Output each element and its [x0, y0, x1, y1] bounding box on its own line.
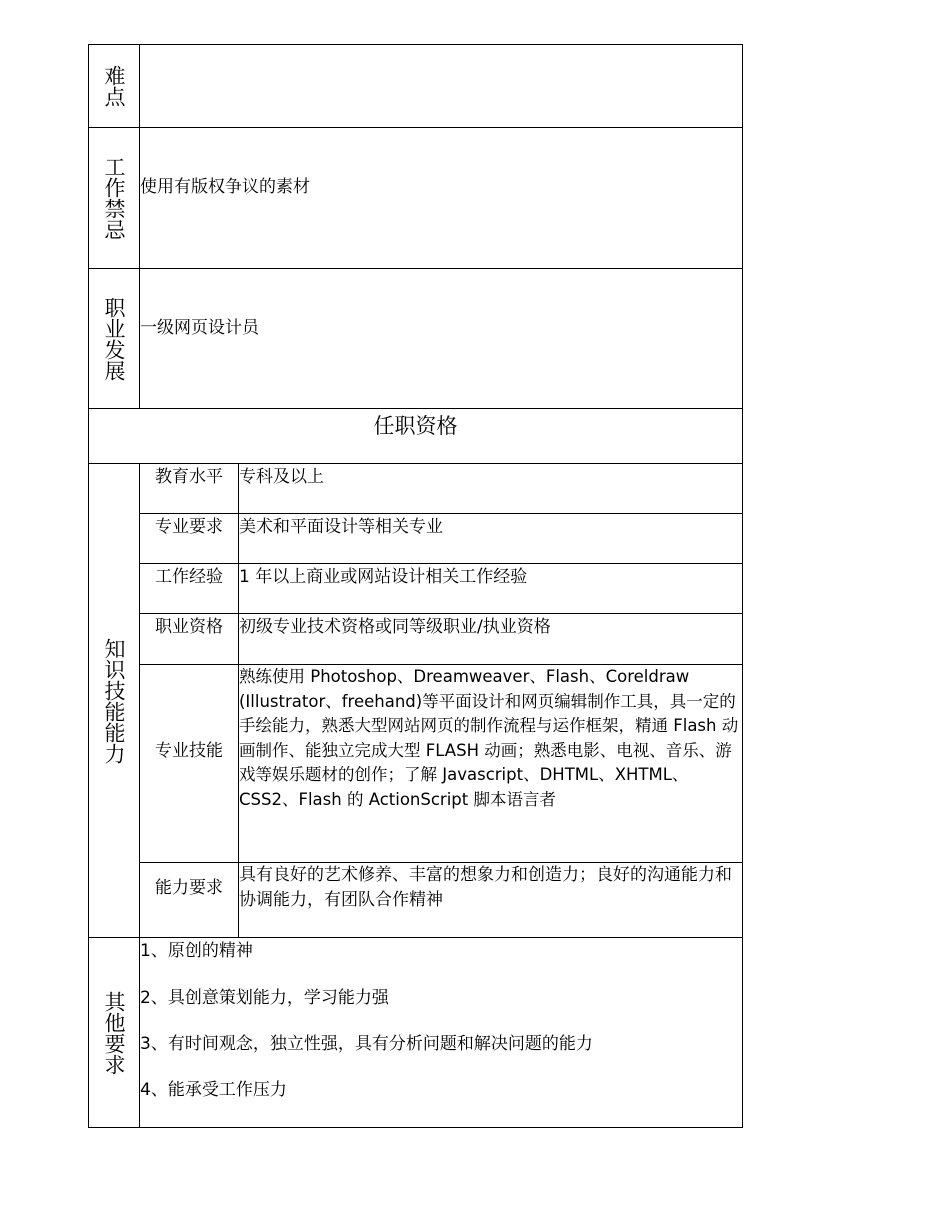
qualification-title: 任职资格 — [373, 414, 458, 438]
subrow-divider — [139, 613, 743, 614]
item-value: 具有良好的艺术修养、丰富的想象力和创造力；良好的沟通能力和协调能力，有团队合作精神 — [239, 865, 732, 910]
item-name: 专业要求 — [155, 517, 223, 537]
subrow-divider — [139, 513, 743, 514]
difficulty-label: 难点 — [102, 64, 126, 107]
item-name: 能力要求 — [155, 878, 223, 898]
other-line: 1、原创的精神 — [140, 941, 253, 961]
item-value: 初级专业技术资格或同等级职业/执业资格 — [239, 617, 551, 637]
career-label: 职业发展 — [102, 296, 126, 381]
item-name: 职业资格 — [155, 617, 223, 637]
item-value: 1 年以上商业或网站设计相关工作经验 — [239, 567, 528, 587]
item-name: 工作经验 — [155, 567, 223, 587]
subrow-divider — [139, 563, 743, 564]
row-divider — [88, 127, 743, 128]
column-divider — [139, 463, 140, 1128]
item-value: 熟练使用 Photoshop、Dreamweaver、Flash、Coreldraw (Illustrator、freehand)等平面设计和网页编辑制作工具，具一定的手绘能力，熟悉大型网站网页的制作流程与运作框架，精通 Flash 动画制作、能独立完成大型 FLASH 动画；熟悉电影、电视、音乐、游戏等娱乐题材的创作；了解 Javascript、DHTML、XHTML、CSS2、Flash 的 ActionScript 脚本语言者 — [239, 667, 739, 809]
other-line: 3、有时间观念，独立性强，具有分析问题和解决问题的能力 — [140, 1034, 593, 1054]
item-name: 专业技能 — [155, 741, 223, 761]
item-name: 教育水平 — [155, 467, 223, 487]
other-label: 其他要求 — [102, 991, 126, 1075]
column-divider — [139, 44, 140, 408]
qualification-group-label: 知识技能能力 — [102, 637, 126, 764]
career-content: 一级网页设计员 — [140, 318, 259, 338]
prohibitions-content: 使用有版权争议的素材 — [140, 177, 310, 197]
other-line: 2、具创意策划能力，学习能力强 — [140, 988, 389, 1008]
row-divider — [88, 463, 743, 464]
prohibitions-label: 工作禁忌 — [102, 156, 126, 240]
other-line: 4、能承受工作压力 — [140, 1080, 287, 1100]
row-divider — [88, 268, 743, 269]
item-value: 专科及以上 — [239, 467, 324, 487]
row-divider — [88, 937, 743, 938]
item-value: 美术和平面设计等相关专业 — [239, 517, 443, 537]
